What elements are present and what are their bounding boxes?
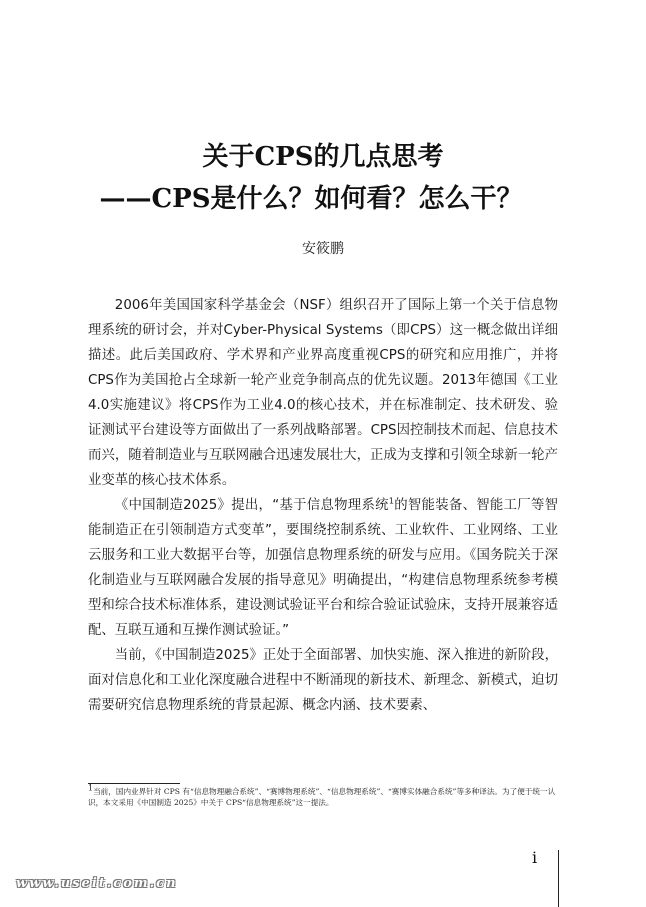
footnote-divider bbox=[88, 783, 180, 784]
article-title: 关于CPS的几点思考 bbox=[202, 142, 444, 172]
paragraph bbox=[88, 493, 558, 643]
article-subtitle: ——CPS是什么？如何看？怎么干？ bbox=[99, 184, 523, 214]
paragraph-text: 2006年美国国家科学基金会（NSF）组织召开了国际上第一个关于信息物理系统的研讨会，并对Cyber-Physical Systems（即CPS）这一概念做出详细描述。此后美国政府、学术界和产业界高度重视CPS的研究和应用推广，并将CPS作为美国抢占全球新一轮产业竞争制高点的优先议题。2013年德国《工业4.0实施建议》将CPS作为工业4.0的核心技术，并在标准制定、技术研发、验证测试平台建设等方面做出了一系列战略部署。CPS因控制技术而起、信息技术而兴，随着制造业与互联网融合迅速发展壮大，正成为支撑和引领全球新一轮产业变革的核心技术体系。 bbox=[88, 298, 558, 488]
footnote-marker: 1 bbox=[88, 783, 94, 793]
article-body bbox=[88, 293, 558, 718]
paragraph-text: 《中国制造2025》提出，“基于信息物理系统 bbox=[114, 498, 389, 513]
author-name: 安筱鹏 bbox=[302, 241, 344, 257]
watermark: www.useit.com.cn bbox=[16, 876, 178, 891]
paragraph-text: 的智能装备、智能工厂等智能制造正在引领制造方式变革”，要围绕控制系统、工业软件、工业网络、工业云服务和工业大数据平台等，加强信息物理系统的研发与应用。《国务院关于深化制造业与互联网融合发展的指导意见》明确提出，“构建信息物理系统参考模型和综合技术标准体系，建设测试验证平台和综合验证试验床，支持开展兼容适配、互联互通和互操作测试验证。” bbox=[88, 498, 559, 638]
footnote-text: 当前，国内业界针对 CPS 有“信息物理融合系统”、“赛博物理系统”、“信息物理系统”、“赛博实体融合系统”等多种译法。为了便于统一认识，本文采用《中国制造 2025》中关于 CPS“信息物理系统”这一提法。 bbox=[88, 787, 556, 807]
paragraph bbox=[88, 643, 558, 718]
footnote bbox=[88, 783, 563, 808]
page-number: i bbox=[532, 848, 538, 867]
footnote-reference[interactable]: 1 bbox=[388, 496, 394, 506]
page-margin-rule bbox=[558, 850, 559, 907]
paragraph-text: 当前，《中国制造2025》正处于全面部署、加快实施、深入推进的新阶段，面对信息化和工业化深度融合进程中不断涌现的新技术、新理念、新模式，迫切需要研究信息物理系统的背景起源、概念内涵、技术要素、 bbox=[88, 648, 558, 713]
paragraph bbox=[88, 293, 558, 493]
